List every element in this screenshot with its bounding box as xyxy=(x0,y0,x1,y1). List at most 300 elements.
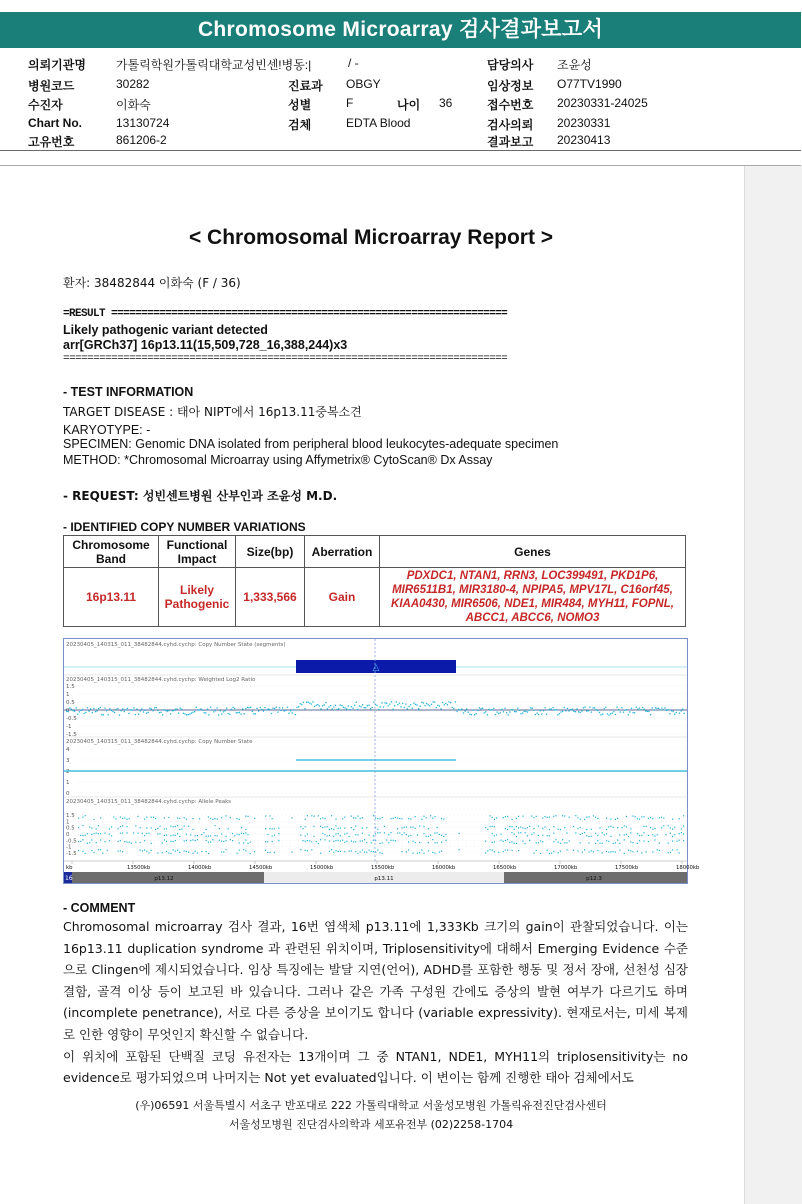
log2-point xyxy=(623,712,624,713)
allele-point xyxy=(164,828,165,829)
allele-point xyxy=(278,828,279,829)
log2-point xyxy=(436,707,437,708)
allele-point xyxy=(142,833,143,834)
allele-point xyxy=(670,833,671,834)
log2-point xyxy=(391,701,392,702)
log2-point xyxy=(228,713,229,714)
allele-point xyxy=(98,833,99,834)
log2-point xyxy=(346,708,347,709)
allele-point xyxy=(615,842,616,843)
log2-point xyxy=(309,702,310,703)
col-header-impact: Functional Impact xyxy=(159,536,236,568)
allele-point xyxy=(291,852,292,853)
allele-point xyxy=(401,834,402,835)
allele-point xyxy=(250,842,251,843)
x-tick-label: 18000kb xyxy=(676,865,700,871)
allele-point xyxy=(197,839,198,840)
allele-point xyxy=(373,815,374,816)
allele-point xyxy=(681,828,682,829)
allele-point xyxy=(197,852,198,853)
allele-point xyxy=(492,826,493,827)
allele-point xyxy=(146,827,147,828)
allele-point xyxy=(344,833,345,834)
log2-point xyxy=(149,708,150,709)
allele-point xyxy=(89,842,90,843)
allele-point xyxy=(652,851,653,852)
allele-point xyxy=(300,849,301,850)
allele-point xyxy=(318,843,319,844)
allele-point xyxy=(441,835,442,836)
allele-point xyxy=(144,849,145,850)
allele-point xyxy=(245,816,246,817)
allele-point xyxy=(155,829,156,830)
allele-point xyxy=(362,849,363,850)
log2-point xyxy=(146,713,147,714)
log2-point xyxy=(616,707,617,708)
allele-point xyxy=(406,834,407,835)
allele-point xyxy=(327,835,328,836)
log2-point xyxy=(176,708,177,709)
allele-point xyxy=(399,832,400,833)
allele-point xyxy=(375,818,376,819)
allele-point xyxy=(335,850,336,851)
allele-point xyxy=(320,818,321,819)
report-title: < Chromosomal Microarray Report > xyxy=(188,226,554,249)
allele-point xyxy=(408,818,409,819)
allele-point xyxy=(278,840,279,841)
allele-point xyxy=(676,849,677,850)
log2-point xyxy=(394,705,395,706)
allele-point xyxy=(518,827,519,828)
allele-point xyxy=(120,816,121,817)
allele-point xyxy=(426,817,427,818)
allele-point xyxy=(646,826,647,827)
log2-point xyxy=(380,706,381,707)
allele-point xyxy=(230,839,231,840)
allele-point xyxy=(630,850,631,851)
allele-point xyxy=(355,834,356,835)
result-footer: ========================================================================== xyxy=(63,353,508,365)
log2-point xyxy=(320,708,321,709)
allele-point xyxy=(254,851,255,852)
log2-point xyxy=(559,713,560,714)
track3-label: 20230405_140315_011_38482844.cyhd.cychp: Copy Number State xyxy=(66,739,253,745)
allele-point xyxy=(665,834,666,835)
log2-point xyxy=(208,714,209,715)
allele-point xyxy=(219,840,220,841)
allele-point xyxy=(93,852,94,853)
requesting-institution-value: 가톨릭학원가톨릭대학교성빈센!병동:| xyxy=(116,58,312,72)
log2-point xyxy=(608,714,609,715)
allele-point xyxy=(626,826,627,827)
allele-point xyxy=(641,852,642,853)
allele-point xyxy=(628,836,629,837)
allele-point xyxy=(377,818,378,819)
allele-point xyxy=(377,832,378,833)
allele-point xyxy=(415,842,416,843)
allele-point xyxy=(505,828,506,829)
allele-point xyxy=(302,828,303,829)
log2-point xyxy=(560,711,561,712)
log2-point xyxy=(479,707,480,708)
allele-point xyxy=(179,818,180,819)
allele-point xyxy=(586,835,587,836)
allele-tick-label: -1.5 xyxy=(66,851,77,857)
allele-point xyxy=(221,817,222,818)
log2-point xyxy=(117,708,118,709)
allele-point xyxy=(525,843,526,844)
col-header-size: Size(bp) xyxy=(236,536,305,568)
log2-point xyxy=(184,713,185,714)
allele-point xyxy=(302,840,303,841)
method-line: METHOD: *Chromosomal Microarray using Affymetrix® CytoScan® Dx Assay xyxy=(63,453,493,467)
allele-point xyxy=(212,839,213,840)
allele-point xyxy=(82,835,83,836)
allele-point xyxy=(602,832,603,833)
log2-point xyxy=(192,712,193,713)
log2-point xyxy=(453,708,454,709)
allele-point xyxy=(243,833,244,834)
log2-point xyxy=(533,710,534,711)
log2-tick-label: 1 xyxy=(66,692,70,698)
allele-tick-label: -1 xyxy=(66,844,72,851)
allele-point xyxy=(485,852,486,853)
log2-point xyxy=(344,707,345,708)
allele-point xyxy=(494,835,495,836)
allele-point xyxy=(221,841,222,842)
log2-point xyxy=(485,711,486,712)
allele-point xyxy=(659,850,660,851)
allele-point xyxy=(91,834,92,835)
allele-point xyxy=(362,833,363,834)
allele-point xyxy=(395,840,396,841)
allele-point xyxy=(608,826,609,827)
allele-point xyxy=(311,841,312,842)
allele-point xyxy=(243,842,244,843)
allele-point xyxy=(144,840,145,841)
allele-point xyxy=(397,832,398,833)
log2-point xyxy=(287,707,288,708)
log2-point xyxy=(167,710,168,711)
allele-point xyxy=(397,818,398,819)
allele-point xyxy=(265,815,266,816)
allele-point xyxy=(606,851,607,852)
track4-label: 20230405_140315_011_38482844.cyhd.cychp: Allele Peaks xyxy=(66,799,232,805)
allele-point xyxy=(168,852,169,853)
allele-point xyxy=(164,835,165,836)
allele-point xyxy=(360,851,361,852)
log2-point xyxy=(540,710,541,711)
log2-point xyxy=(159,712,160,713)
allele-point xyxy=(223,841,224,842)
allele-point xyxy=(516,818,517,819)
log2-point xyxy=(220,710,221,711)
log2-point xyxy=(124,711,125,712)
log2-point xyxy=(224,710,225,711)
cnv-table-header-row xyxy=(64,536,686,568)
log2-point xyxy=(372,707,373,708)
allele-point xyxy=(100,849,101,850)
allele-point xyxy=(558,852,559,853)
allele-point xyxy=(423,826,424,827)
log2-point xyxy=(508,714,509,715)
allele-point xyxy=(676,841,677,842)
allele-point xyxy=(162,842,163,843)
allele-point xyxy=(573,826,574,827)
log2-point xyxy=(341,705,342,706)
allele-point xyxy=(170,853,171,854)
allele-point xyxy=(362,840,363,841)
log2-point xyxy=(565,710,566,711)
log2-point xyxy=(333,706,334,707)
allele-point xyxy=(610,818,611,819)
log2-point xyxy=(584,707,585,708)
allele-point xyxy=(333,836,334,837)
allele-point xyxy=(500,840,501,841)
log2-point xyxy=(180,708,181,709)
allele-point xyxy=(265,828,266,829)
allele-point xyxy=(410,818,411,819)
sex-value: F xyxy=(346,96,354,110)
allele-point xyxy=(443,836,444,837)
allele-point xyxy=(522,841,523,842)
allele-point xyxy=(368,850,369,851)
allele-point xyxy=(643,841,644,842)
x-tick-label: 17000kb xyxy=(554,865,578,871)
allele-point xyxy=(516,843,517,844)
log2-point xyxy=(432,701,433,702)
allele-point xyxy=(173,849,174,850)
log2-point xyxy=(594,707,595,708)
allele-point xyxy=(507,816,508,817)
allele-point xyxy=(487,850,488,851)
log2-point xyxy=(456,711,457,712)
allele-point xyxy=(324,826,325,827)
log2-point xyxy=(415,704,416,705)
allele-point xyxy=(247,843,248,844)
log2-point xyxy=(581,710,582,711)
col-header-band: Chromosome Band xyxy=(64,536,159,568)
allele-point xyxy=(397,828,398,829)
allele-point xyxy=(562,839,563,840)
log2-point xyxy=(512,709,513,710)
log2-point xyxy=(266,709,267,710)
allele-point xyxy=(236,818,237,819)
allele-point xyxy=(564,815,565,816)
allele-point xyxy=(496,834,497,835)
result-header: =RESULT ================================================================== xyxy=(63,308,508,320)
allele-point xyxy=(322,817,323,818)
log2-point xyxy=(602,713,603,714)
log2-point xyxy=(517,707,518,708)
allele-point xyxy=(648,835,649,836)
log2-point xyxy=(111,710,112,711)
allele-point xyxy=(340,827,341,828)
allele-point xyxy=(445,834,446,835)
allele-point xyxy=(318,815,319,816)
log2-point xyxy=(359,705,360,706)
allele-point xyxy=(175,826,176,827)
track2-label: 20230405_140315_011_38482844.cyhd.cychp: Weighted Log2 Ratio xyxy=(66,677,256,683)
log2-point xyxy=(378,709,379,710)
log2-point xyxy=(461,708,462,709)
allele-point xyxy=(137,832,138,833)
allele-point xyxy=(109,834,110,835)
allele-point xyxy=(507,829,508,830)
allele-point xyxy=(503,817,504,818)
log2-point xyxy=(306,702,307,703)
allele-point xyxy=(173,826,174,827)
allele-point xyxy=(399,818,400,819)
allele-point xyxy=(300,834,301,835)
allele-point xyxy=(417,852,418,853)
allele-point xyxy=(443,818,444,819)
allele-point xyxy=(120,840,121,841)
allele-point xyxy=(210,835,211,836)
allele-point xyxy=(415,828,416,829)
allele-point xyxy=(382,842,383,843)
log2-point xyxy=(261,709,262,710)
log2-point xyxy=(410,704,411,705)
log2-point xyxy=(597,710,598,711)
log2-point xyxy=(397,704,398,705)
allele-point xyxy=(327,826,328,827)
log2-point xyxy=(629,711,630,712)
allele-point xyxy=(80,841,81,842)
allele-point xyxy=(245,839,246,840)
log2-point xyxy=(429,705,430,706)
allele-point xyxy=(639,835,640,836)
allele-point xyxy=(151,827,152,828)
allele-point xyxy=(428,836,429,837)
specimen-line: SPECIMEN: Genomic DNA isolated from peripheral blood leukocytes-adequate specimen xyxy=(63,437,559,451)
log2-point xyxy=(420,706,421,707)
allele-point xyxy=(269,852,270,853)
allele-point xyxy=(503,851,504,852)
allele-point xyxy=(586,817,587,818)
log2-point xyxy=(599,712,600,713)
allele-point xyxy=(404,827,405,828)
log2-point xyxy=(95,711,96,712)
allele-point xyxy=(151,850,152,851)
comment-body xyxy=(63,916,688,1089)
allele-point xyxy=(225,815,226,816)
allele-point xyxy=(549,816,550,817)
examinee-label: 수진자 xyxy=(28,98,63,112)
cn-tick-label: 1 xyxy=(66,780,70,786)
allele-point xyxy=(553,833,554,834)
allele-point xyxy=(419,842,420,843)
allele-point xyxy=(434,832,435,833)
allele-point xyxy=(580,827,581,828)
allele-point xyxy=(683,833,684,834)
allele-point xyxy=(333,829,334,830)
log2-point xyxy=(348,705,349,706)
log2-point xyxy=(511,709,512,710)
log2-point xyxy=(557,714,558,715)
log2-point xyxy=(370,708,371,709)
log2-point xyxy=(250,707,251,708)
log2-point xyxy=(528,710,529,711)
allele-point xyxy=(142,850,143,851)
allele-point xyxy=(186,819,187,820)
allele-point xyxy=(494,851,495,852)
allele-point xyxy=(681,832,682,833)
log2-point xyxy=(660,709,661,710)
allele-point xyxy=(496,817,497,818)
allele-point xyxy=(580,834,581,835)
log2-point xyxy=(239,712,240,713)
log2-point xyxy=(493,708,494,709)
allele-point xyxy=(382,853,383,854)
log2-point xyxy=(68,711,69,712)
log2-point xyxy=(644,709,645,710)
allele-point xyxy=(577,828,578,829)
karyotype: KARYOTYPE: - xyxy=(63,423,151,437)
allele-point xyxy=(386,839,387,840)
log2-point xyxy=(373,701,374,702)
allele-point xyxy=(423,833,424,834)
allele-point xyxy=(140,842,141,843)
log2-point xyxy=(274,708,275,709)
cnv-heading: - IDENTIFIED COPY NUMBER VARIATIONS xyxy=(63,520,306,534)
allele-point xyxy=(272,836,273,837)
log2-tick-label: 0.5 xyxy=(66,700,75,706)
band-label-p13-12: p13.12 xyxy=(154,876,174,882)
log2-point xyxy=(292,712,293,713)
requesting-institution-label: 의뢰기관명 xyxy=(28,58,86,72)
log2-point xyxy=(164,709,165,710)
log2-point xyxy=(221,713,222,714)
chart-no-label: Chart No. xyxy=(28,116,82,130)
log2-point xyxy=(87,707,88,708)
log2-point xyxy=(298,706,299,707)
allele-point xyxy=(390,832,391,833)
log2-point xyxy=(234,708,235,709)
allele-point xyxy=(547,835,548,836)
allele-point xyxy=(630,832,631,833)
allele-point xyxy=(225,849,226,850)
allele-point xyxy=(208,842,209,843)
log2-tick-label: -1.5 xyxy=(66,732,77,738)
allele-point xyxy=(646,851,647,852)
allele-point xyxy=(668,852,669,853)
allele-point xyxy=(313,826,314,827)
request-date-value: 20230331 xyxy=(557,116,611,130)
log2-point xyxy=(405,703,406,704)
allele-point xyxy=(353,829,354,830)
allele-point xyxy=(593,851,594,852)
allele-point xyxy=(511,832,512,833)
sex-label: 성별 xyxy=(288,98,312,112)
allele-tick-label: 0.5 xyxy=(66,825,75,832)
log2-point xyxy=(576,708,577,709)
log2-point xyxy=(340,704,341,705)
allele-point xyxy=(586,829,587,830)
allele-point xyxy=(412,841,413,842)
log2-point xyxy=(215,710,216,711)
allele-point xyxy=(595,817,596,818)
allele-point xyxy=(120,850,121,851)
allele-point xyxy=(544,816,545,817)
log2-tick-label: -0.5 xyxy=(66,716,77,722)
log2-point xyxy=(677,709,678,710)
allele-point xyxy=(613,843,614,844)
log2-point xyxy=(210,707,211,708)
allele-point xyxy=(351,815,352,816)
allele-point xyxy=(324,839,325,840)
log2-tick-label: -1 xyxy=(66,724,72,730)
